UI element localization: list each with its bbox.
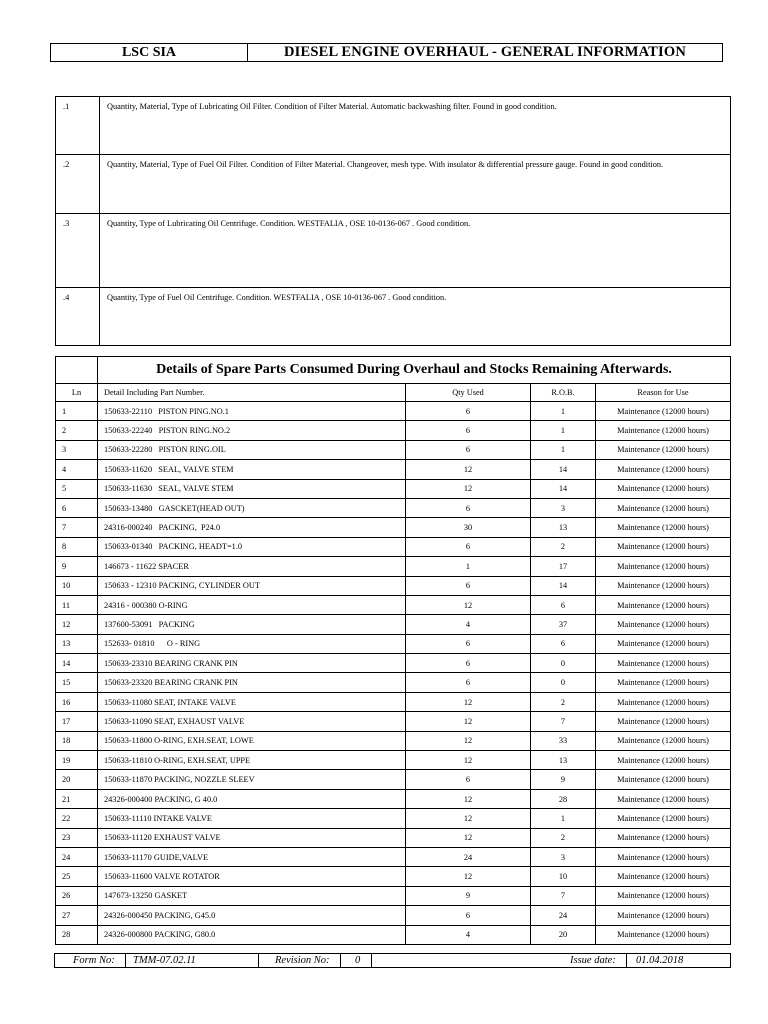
row-reason: Maintenance (12000 hours) xyxy=(596,886,731,905)
info-text: Quantity, Type of Fuel Oil Centrifuge. Condition. WESTFALIA , OSE 10-0136-067 . Good condition. xyxy=(100,288,731,346)
row-qty-used: 30 xyxy=(406,518,531,537)
revision-label: Revision No: xyxy=(275,955,330,966)
info-text: Quantity, Type of Lubricating Oil Centrifuge. Condition. WESTFALIA , OSE 10-0136-067 . Good condition. xyxy=(100,214,731,288)
document-header xyxy=(50,43,723,62)
table-row xyxy=(56,615,731,634)
row-line-number: 26 xyxy=(56,886,98,905)
row-line-number: 28 xyxy=(56,925,98,944)
footer-divider xyxy=(258,954,259,967)
table-row xyxy=(56,770,731,789)
row-part-detail: 137600-53091 PACKING xyxy=(98,615,406,634)
row-reason: Maintenance (12000 hours) xyxy=(596,557,731,576)
row-qty-used: 9 xyxy=(406,886,531,905)
table-row xyxy=(56,402,731,421)
row-qty-used: 1 xyxy=(406,557,531,576)
parts-table-body xyxy=(56,402,731,945)
row-part-detail: 150633-22110 PISTON PING.NO.1 xyxy=(98,402,406,421)
row-line-number: 20 xyxy=(56,770,98,789)
form-footer xyxy=(54,953,731,968)
table-row xyxy=(56,498,731,517)
row-reason: Maintenance (12000 hours) xyxy=(596,654,731,673)
row-line-number: 17 xyxy=(56,712,98,731)
row-line-number: 23 xyxy=(56,828,98,847)
row-reason: Maintenance (12000 hours) xyxy=(596,402,731,421)
row-reason: Maintenance (12000 hours) xyxy=(596,537,731,556)
row-rob: 20 xyxy=(531,925,596,944)
row-line-number: 2 xyxy=(56,421,98,440)
row-rob: 28 xyxy=(531,789,596,808)
row-part-detail: 150633-11600 VALVE ROTATOR xyxy=(98,867,406,886)
blank-cell xyxy=(56,357,98,384)
row-line-number: 14 xyxy=(56,654,98,673)
row-line-number: 6 xyxy=(56,498,98,517)
row-part-detail: 150633-11810 O-RING, EXH.SEAT, UPPE xyxy=(98,751,406,770)
row-reason: Maintenance (12000 hours) xyxy=(596,479,731,498)
row-line-number: 21 xyxy=(56,789,98,808)
row-part-detail: 150633-23320 BEARING CRANK PIN xyxy=(98,673,406,692)
row-part-detail: 150633-23310 BEARING CRANK PIN xyxy=(98,654,406,673)
row-qty-used: 12 xyxy=(406,809,531,828)
row-line-number: 25 xyxy=(56,867,98,886)
header-rob: R.O.B. xyxy=(531,384,596,402)
row-qty-used: 6 xyxy=(406,634,531,653)
table-row xyxy=(56,906,731,925)
row-rob: 2 xyxy=(531,828,596,847)
table-row xyxy=(56,692,731,711)
header-ln: Ln xyxy=(56,384,98,402)
row-rob: 17 xyxy=(531,557,596,576)
row-reason: Maintenance (12000 hours) xyxy=(596,789,731,808)
row-part-detail: 150633-11120 EXHAUST VALVE xyxy=(98,828,406,847)
row-qty-used: 6 xyxy=(406,537,531,556)
row-qty-used: 12 xyxy=(406,692,531,711)
row-qty-used: 12 xyxy=(406,751,531,770)
row-rob: 1 xyxy=(531,421,596,440)
row-line-number: 15 xyxy=(56,673,98,692)
row-rob: 7 xyxy=(531,886,596,905)
row-qty-used: 4 xyxy=(406,615,531,634)
row-rob: 14 xyxy=(531,479,596,498)
row-rob: 14 xyxy=(531,576,596,595)
row-part-detail: 152633- 01810 O - RING xyxy=(98,634,406,653)
row-line-number: 8 xyxy=(56,537,98,556)
row-line-number: 22 xyxy=(56,809,98,828)
table-row xyxy=(56,537,731,556)
row-reason: Maintenance (12000 hours) xyxy=(596,440,731,459)
row-rob: 1 xyxy=(531,402,596,421)
table-row xyxy=(56,712,731,731)
table-row xyxy=(56,809,731,828)
row-qty-used: 6 xyxy=(406,770,531,789)
row-reason: Maintenance (12000 hours) xyxy=(596,770,731,789)
general-info-table xyxy=(55,96,731,346)
info-row xyxy=(56,214,731,288)
table-row xyxy=(56,576,731,595)
row-part-detail: 146673 - 11622 SPACER xyxy=(98,557,406,576)
row-line-number: 9 xyxy=(56,557,98,576)
issue-date-value: 01.04.2018 xyxy=(636,955,684,966)
row-part-detail: 150633-11170 GUIDE,VALVE xyxy=(98,847,406,866)
row-line-number: 19 xyxy=(56,751,98,770)
row-part-detail: 150633-01340 PACKING, HEADT=1.0 xyxy=(98,537,406,556)
document-title: DIESEL ENGINE OVERHAUL - GENERAL INFORMATION xyxy=(283,44,687,60)
company-name: LSC SIA xyxy=(51,44,248,61)
issue-date-label: Issue date: xyxy=(570,955,616,966)
row-qty-used: 6 xyxy=(406,906,531,925)
row-rob: 1 xyxy=(531,809,596,828)
row-reason: Maintenance (12000 hours) xyxy=(596,595,731,614)
spare-parts-table xyxy=(55,356,731,945)
row-qty-used: 4 xyxy=(406,925,531,944)
row-reason: Maintenance (12000 hours) xyxy=(596,867,731,886)
table-row xyxy=(56,557,731,576)
row-line-number: 18 xyxy=(56,731,98,750)
footer-divider xyxy=(371,954,372,967)
row-reason: Maintenance (12000 hours) xyxy=(596,615,731,634)
row-qty-used: 6 xyxy=(406,673,531,692)
table-row xyxy=(56,595,731,614)
row-qty-used: 6 xyxy=(406,498,531,517)
row-rob: 0 xyxy=(531,673,596,692)
row-rob: 3 xyxy=(531,847,596,866)
row-reason: Maintenance (12000 hours) xyxy=(596,731,731,750)
row-part-detail: 150633-11630 SEAL, VALVE STEM xyxy=(98,479,406,498)
row-qty-used: 12 xyxy=(406,731,531,750)
info-number: .2 xyxy=(56,155,100,214)
row-qty-used: 12 xyxy=(406,595,531,614)
table-row xyxy=(56,421,731,440)
row-rob: 13 xyxy=(531,518,596,537)
table-row xyxy=(56,828,731,847)
row-line-number: 7 xyxy=(56,518,98,537)
table-row xyxy=(56,847,731,866)
row-reason: Maintenance (12000 hours) xyxy=(596,828,731,847)
row-part-detail: 150633-11870 PACKING, NOZZLE SLEEV xyxy=(98,770,406,789)
row-reason: Maintenance (12000 hours) xyxy=(596,421,731,440)
row-part-detail: 24326-000450 PACKING, G45.0 xyxy=(98,906,406,925)
row-qty-used: 6 xyxy=(406,576,531,595)
header-detail: Detail Including Part Number. xyxy=(98,384,406,402)
table-row xyxy=(56,440,731,459)
row-rob: 6 xyxy=(531,595,596,614)
footer-divider xyxy=(340,954,341,967)
table-row xyxy=(56,479,731,498)
row-part-detail: 150633-13480 GASCKET(HEAD OUT) xyxy=(98,498,406,517)
row-qty-used: 12 xyxy=(406,460,531,479)
row-line-number: 11 xyxy=(56,595,98,614)
info-number: .4 xyxy=(56,288,100,346)
parts-header-row xyxy=(56,384,731,402)
row-qty-used: 24 xyxy=(406,847,531,866)
form-number-label: Form No: xyxy=(73,955,115,966)
row-reason: Maintenance (12000 hours) xyxy=(596,460,731,479)
table-row xyxy=(56,789,731,808)
info-row xyxy=(56,288,731,346)
row-part-detail: 24316-000240 PACKING, P24.0 xyxy=(98,518,406,537)
row-part-detail: 150633-11080 SEAT, INTAKE VALVE xyxy=(98,692,406,711)
info-number: .3 xyxy=(56,214,100,288)
row-rob: 9 xyxy=(531,770,596,789)
row-part-detail: 24316 - 000380 O-RING xyxy=(98,595,406,614)
row-reason: Maintenance (12000 hours) xyxy=(596,809,731,828)
row-rob: 2 xyxy=(531,537,596,556)
row-reason: Maintenance (12000 hours) xyxy=(596,751,731,770)
row-reason: Maintenance (12000 hours) xyxy=(596,498,731,517)
table-row xyxy=(56,925,731,944)
row-rob: 0 xyxy=(531,654,596,673)
row-rob: 6 xyxy=(531,634,596,653)
parts-table-title: Details of Spare Parts Consumed During Overhaul and Stocks Remaining Afterwards. xyxy=(98,357,731,384)
row-part-detail: 150633-22280 PISTON RING.OIL xyxy=(98,440,406,459)
row-reason: Maintenance (12000 hours) xyxy=(596,692,731,711)
info-number: .1 xyxy=(56,97,100,155)
info-text: Quantity, Material, Type of Fuel Oil Filter. Condition of Filter Material. Changeover, mesh type. With insulator & differential pressure gauge. Found in good condition. xyxy=(100,155,731,214)
form-number-value: TMM-07.02.11 xyxy=(133,955,196,966)
row-qty-used: 12 xyxy=(406,789,531,808)
row-rob: 13 xyxy=(531,751,596,770)
row-part-detail: 150633 - 12310 PACKING, CYLINDER OUT xyxy=(98,576,406,595)
row-rob: 1 xyxy=(531,440,596,459)
table-row xyxy=(56,886,731,905)
row-reason: Maintenance (12000 hours) xyxy=(596,906,731,925)
table-row xyxy=(56,673,731,692)
row-part-detail: 150633-11110 INTAKE VALVE xyxy=(98,809,406,828)
row-rob: 3 xyxy=(531,498,596,517)
row-line-number: 3 xyxy=(56,440,98,459)
table-row xyxy=(56,654,731,673)
row-rob: 7 xyxy=(531,712,596,731)
revision-value: 0 xyxy=(355,955,361,966)
row-rob: 2 xyxy=(531,692,596,711)
table-row xyxy=(56,731,731,750)
header-qty-used: Qty Used xyxy=(406,384,531,402)
row-rob: 33 xyxy=(531,731,596,750)
row-qty-used: 6 xyxy=(406,402,531,421)
row-part-detail: 150633-11090 SEAT, EXHAUST VALVE xyxy=(98,712,406,731)
row-qty-used: 12 xyxy=(406,479,531,498)
row-part-detail: 150633-22240 PISTON RING.NO.2 xyxy=(98,421,406,440)
row-rob: 37 xyxy=(531,615,596,634)
footer-divider xyxy=(125,954,126,967)
table-row xyxy=(56,867,731,886)
row-reason: Maintenance (12000 hours) xyxy=(596,925,731,944)
info-row xyxy=(56,97,731,155)
row-line-number: 13 xyxy=(56,634,98,653)
row-rob: 24 xyxy=(531,906,596,925)
info-text: Quantity, Material, Type of Lubricating Oil Filter. Condition of Filter Material. Automatic backwashing filter. Found in good condition. xyxy=(100,97,731,155)
row-line-number: 5 xyxy=(56,479,98,498)
row-line-number: 1 xyxy=(56,402,98,421)
table-row xyxy=(56,634,731,653)
row-qty-used: 12 xyxy=(406,712,531,731)
info-row xyxy=(56,155,731,214)
table-row xyxy=(56,751,731,770)
row-line-number: 24 xyxy=(56,847,98,866)
row-line-number: 27 xyxy=(56,906,98,925)
row-reason: Maintenance (12000 hours) xyxy=(596,712,731,731)
row-qty-used: 6 xyxy=(406,654,531,673)
row-part-detail: 24326-000800 PACKING, G80.0 xyxy=(98,925,406,944)
row-qty-used: 12 xyxy=(406,828,531,847)
table-row xyxy=(56,518,731,537)
row-rob: 10 xyxy=(531,867,596,886)
parts-title-row xyxy=(56,357,731,384)
row-reason: Maintenance (12000 hours) xyxy=(596,673,731,692)
row-part-detail: 150633-11800 O-RING, EXH.SEAT, LOWE xyxy=(98,731,406,750)
footer-divider xyxy=(626,954,627,967)
row-qty-used: 12 xyxy=(406,867,531,886)
row-reason: Maintenance (12000 hours) xyxy=(596,576,731,595)
row-line-number: 10 xyxy=(56,576,98,595)
row-part-detail: 147673-13250 GASKET xyxy=(98,886,406,905)
row-reason: Maintenance (12000 hours) xyxy=(596,518,731,537)
row-qty-used: 6 xyxy=(406,440,531,459)
row-line-number: 12 xyxy=(56,615,98,634)
row-line-number: 16 xyxy=(56,692,98,711)
row-reason: Maintenance (12000 hours) xyxy=(596,847,731,866)
row-line-number: 4 xyxy=(56,460,98,479)
row-rob: 14 xyxy=(531,460,596,479)
row-reason: Maintenance (12000 hours) xyxy=(596,634,731,653)
table-row xyxy=(56,460,731,479)
row-qty-used: 6 xyxy=(406,421,531,440)
row-part-detail: 150633-11620 SEAL, VALVE STEM xyxy=(98,460,406,479)
row-part-detail: 24326-000400 PACKING, G 40.0 xyxy=(98,789,406,808)
header-reason: Reason for Use xyxy=(596,384,731,402)
